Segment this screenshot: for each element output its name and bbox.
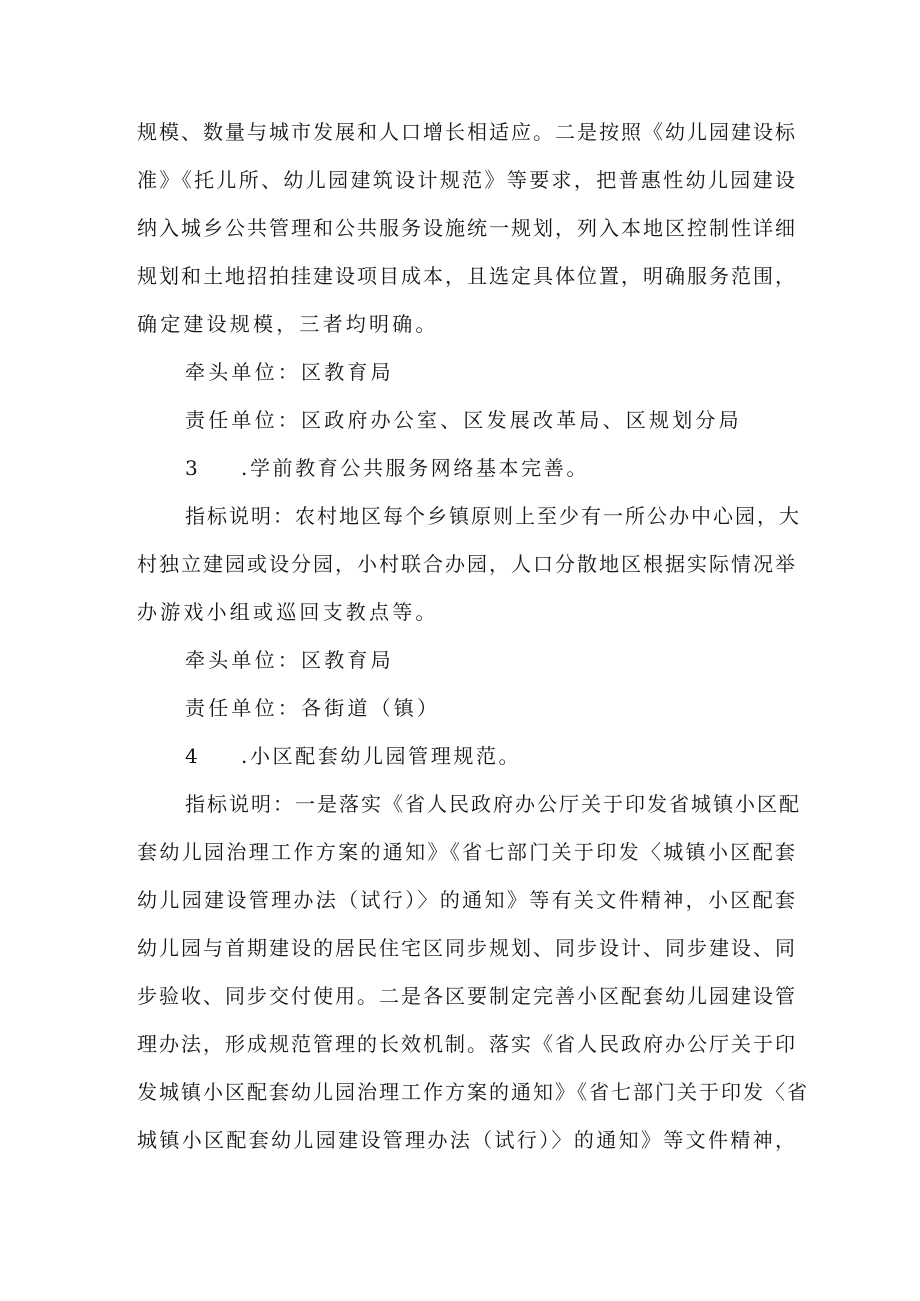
- paragraph-line: 村独立建园或设分园，小村联合办园，人口分散地区根据实际情况举: [137, 552, 797, 576]
- paragraph-line: 理办法，形成规范管理的长效机制。落实《省人民政府办公厅关于印: [137, 1032, 797, 1056]
- paragraph-line: 步验收、同步交付使用。二是各区要制定完善小区配套幼儿园建设管: [137, 984, 797, 1008]
- paragraph-line: 办游戏小组或巡回支教点等。: [137, 600, 439, 624]
- paragraph-line: 发城镇小区配套幼儿园治理工作方案的通知》《省七部门关于印发〈省: [137, 1080, 809, 1104]
- lead-unit-line: 牵头单位：区教育局: [185, 648, 394, 672]
- responsible-unit-line: 责任单位：各街道（镇）: [185, 696, 441, 720]
- paragraph-line: 准》《托儿所、幼儿园建筑设计规范》等要求，把普惠性幼儿园建设: [137, 168, 797, 192]
- paragraph-line: 幼儿园建设管理办法（试行）〉的通知》等有关文件精神，小区配套: [137, 888, 797, 912]
- item-number: 4: [185, 744, 198, 768]
- paragraph-line: 幼儿园与首期建设的居民住宅区同步规划、同步设计、同步建设、同: [137, 936, 797, 960]
- item-title: .小区配套幼儿园管理规范。: [241, 744, 522, 768]
- paragraph-line: 套幼儿园治理工作方案的通知》《省七部门关于印发〈城镇小区配套: [137, 840, 797, 864]
- numbered-item-3: [137, 444, 797, 492]
- paragraph-line: 规模、数量与城市发展和人口增长相适应。二是按照《幼儿园建设标: [137, 120, 797, 144]
- paragraph-line: 城镇小区配套幼儿园建设管理办法（试行）〉的通知》等文件精神，: [137, 1128, 797, 1152]
- numbered-item-4: [137, 732, 797, 780]
- paragraph-line: 规划和土地招拍挂建设项目成本，且选定具体位置，明确服务范围，: [137, 264, 797, 288]
- item-number: 3: [185, 456, 198, 480]
- responsible-unit-line: 责任单位：区政府办公室、区发展改革局、区规划分局: [185, 408, 742, 432]
- item-title: .学前教育公共服务网络基本完善。: [241, 456, 589, 480]
- lead-unit-line: 牵头单位：区教育局: [185, 360, 394, 384]
- indicator-description-line: 指标说明：一是落实《省人民政府办公厅关于印发省城镇小区配: [185, 792, 801, 816]
- paragraph-line: 确定建设规模，三者均明确。: [137, 312, 439, 336]
- indicator-description-line: 指标说明：农村地区每个乡镇原则上至少有一所公办中心园，大: [185, 504, 801, 528]
- paragraph-line: 纳入城乡公共管理和公共服务设施统一规划，列入本地区控制性详细: [137, 216, 797, 240]
- document-body: [137, 108, 809, 1164]
